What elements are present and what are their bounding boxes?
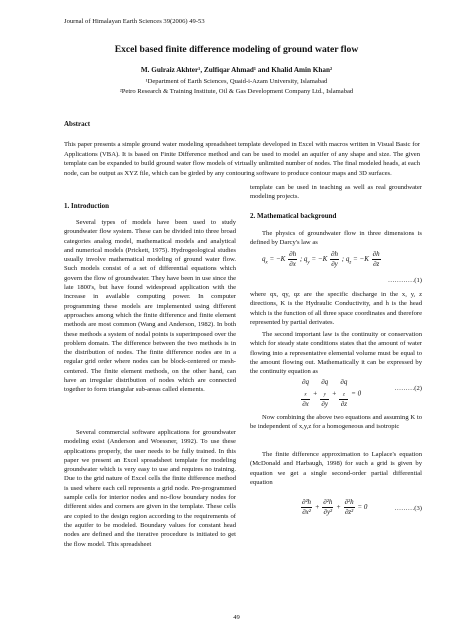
eq1-frac-y: $\frac{\partial h}{\partial y}$ [331, 250, 338, 268]
affiliation-2: ²Petro Research & Training Institute, Oil & Gas Development Company Ltd., Islamabad [119, 88, 354, 95]
eq2-frac-x: ∂q $_x$ ∂x [302, 378, 309, 409]
eq2-frac-z: ∂q $_z$ ∂z [340, 378, 348, 409]
darcy-paragraph: The physics of groundwater flow in three dimensions is defined by Darcy's law as [250, 230, 422, 247]
equation-2: ∂q $_x$ ∂x + ∂q $_y$ ∂y + ∂q $_z$ ∂z = 0 [302, 378, 362, 409]
eq3-frac-z: $\frac{\text{∂²h}}{\text{∂z²}}$ [344, 498, 354, 516]
eq2-frac-y: ∂q $_y$ ∂y [321, 378, 329, 409]
page-number: 49 [233, 614, 240, 621]
eq3-number: ………(3) [394, 505, 422, 512]
authors [0, 66, 473, 74]
equation-1 [262, 250, 422, 269]
eq3-frac-y: $\frac{\text{∂²h}}{\text{∂y²}}$ [323, 498, 333, 516]
affiliation-1: ¹Department of Earth Sciences, Quaid-i-Azam University, Islamabad [145, 78, 328, 85]
eq1-frac-z: $\frac{\partial h}{\partial z}$ [372, 250, 380, 268]
where-paragraph: where qx, qy, qz are the specific discharge in the x, y, z directions, K is the Hydraulic Conductivity, and h is the head which is the function of all three space coordinates and therefore represented by partial derivates. [250, 291, 422, 326]
eq1-qz: ; $q_z = -K$ [341, 255, 369, 266]
section-heading-introduction: 1. Introduction [64, 202, 109, 210]
eq3-frac-x: $\frac{\text{∂²h}}{\text{∂x²}}$ [302, 498, 312, 516]
eq1-frac-x: $\frac{\partial h}{\partial x}$ [289, 250, 297, 268]
combining-paragraph: Now combining the above two equations and assuming K to be independent of x,y,z for a homogeneous and isotropic [250, 414, 422, 431]
eq2-equals: = 0 [351, 389, 362, 398]
section-heading-math: 2. Mathematical background [250, 212, 337, 220]
abstract-heading: Abstract [64, 120, 91, 128]
intro-paragraph-2: Several commercial software applications for groundwater modeling exist (Anderson and Woessner, 1992). To use these applications properly, the user needs to be fully trained. In this paper we present an Excel spreadsheet template for modeling groundwater which is very easy to use and requires no training. Due to the grid nature of Excel cells the finite difference method is used where each cell represents a grid node. Pre-programmed sample cells for interior nodes and no-flow boundary nodes for different sides and corners are given in the template. These cells are copied to the design region according to the requirements of the aquifer to be modeled. Boundary values for constant head nodes are defined and the iterative procedure is initiated to get the flow model. This spreadsheet [64, 429, 236, 548]
abstract-text: This paper presents a simple ground water modeling spreadsheet template developed in Excel with macros written in Visual Basic for Applications (VBA). It is based on Finite Difference method and can be used to model an aquifer of any shape and size. The given template can be expanded to build ground water flow models of virtually unlimited number of nodes. The final modeled heads, at each node, can be output as XYZ file, which can be girded by any contouring software to produce contour maps and 3D surfaces. [64, 141, 420, 177]
eq3-equals: = 0 [357, 503, 368, 512]
fd-paragraph: The finite difference approximation to Laplace's equation (McDonald and Harbaugh, 1998) for such a grid is given by equation we get a single second-order partial differential equation [250, 451, 422, 486]
eq2-number: ………(2) [394, 385, 422, 392]
eq1-qx: $q_x = -K$ [262, 255, 286, 266]
eq1-number: …………(1) [387, 277, 422, 284]
paper-title: Excel based finite difference modeling of ground water flow [114, 44, 359, 55]
eq1-qy: ; $q_y = -K$ [299, 255, 328, 266]
journal-header: Journal of Himalayan Earth Sciences 39(2006) 49-53 [64, 18, 205, 25]
intro-continuation: template can be used in teaching as well as real groundwater modeling projects. [250, 184, 422, 201]
authors-text: M. Gulraiz Akhter¹, Zulfiqar Ahmad¹ and Khalid Amin Khan² [140, 66, 333, 74]
continuity-paragraph: The second important law is the continuity or conservation which for steady state conditions states that the amount of water flowing into a representative elemental volume must be equal to the amount flowing out. Mathematically it can be expressed by the continuity equation as [250, 331, 422, 376]
equation-3: $\frac{\text{∂²h}}{\text{∂x²}}$ + $\frac{\text{∂²h}}{\text{∂y²}}$ + $\frac{\text{∂²h}}{\text{∂z²}}$ = 0 [302, 498, 368, 516]
intro-paragraph-1: Several types of models have been used to study groundwater flow system. These can be divided into three broad categories analog model, mathematical models and analytical and numerical models (Prickett, 1975). Hydrogeological studies usually involve mathematical modeling of ground water flow. Such models consist of a set of differential equations which govern the flow of groundwater. They have been in use since the late 1800's, but have found widespread application with the increase in available computing power. In computer programming these models are implemented using different approaches among which the finite difference and finite element methods are most common (Wang and Anderson, 1982). In both these methods a system of nodal points is superimposed over the problem domain. The difference between the two methods is in the distribution of nodes. The finite difference nodes are in a regular grid order where nodes can be block-centered or mesh-centered. The finite element methods, on the other hand, can have an irregular distribution of nodes which are connected together to form triangular sub-areas called elements. [64, 219, 236, 394]
